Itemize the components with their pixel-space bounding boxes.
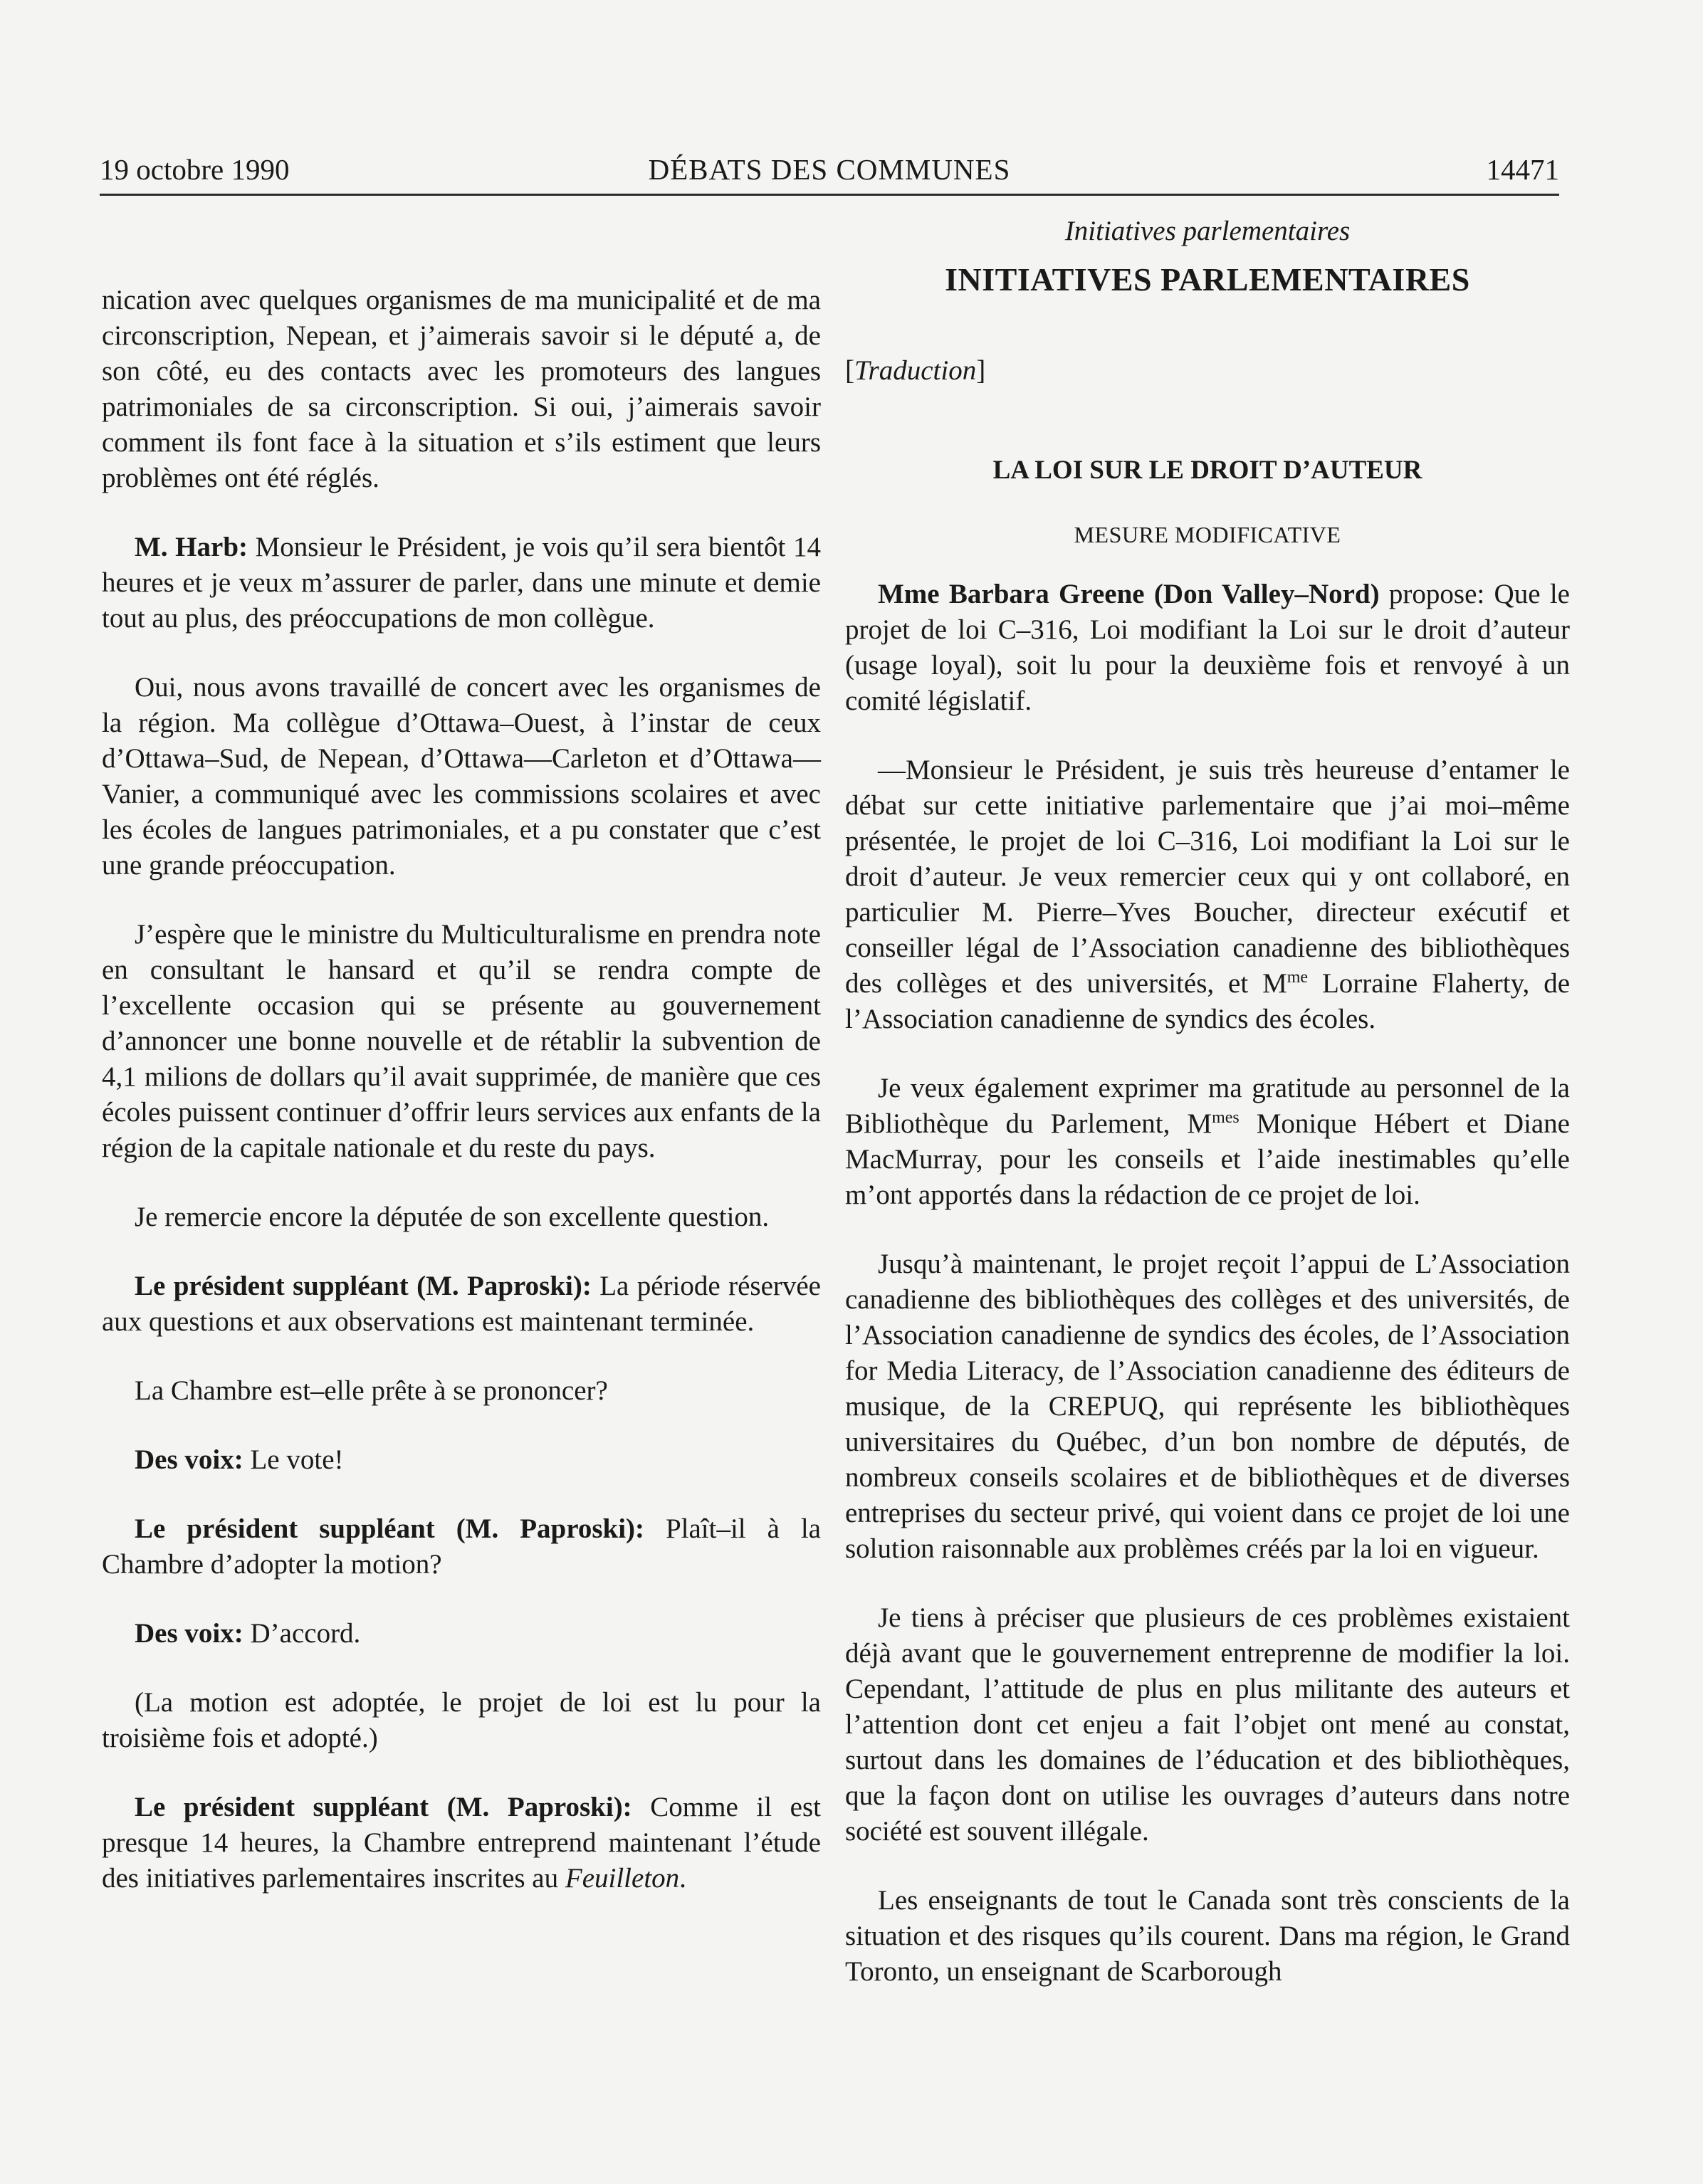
speech-text: Monsieur le Président, je vois qu’il sera bientôt 14 heures et je veux m’assurer de parler, dans une minute et demie tout au plus, des préoccupations de mon collègue. (102, 532, 821, 634)
paragraph: Je remercie encore la députée de son excellente question. (135, 1202, 770, 1232)
page-header (100, 149, 1559, 196)
subsubhead: MESURE MODIFICATIVE (1074, 522, 1341, 547)
speech-text: Lorraine Flaherty, de l’Association canadienne de syndics des écoles. (845, 968, 1570, 1034)
speaker-name: Mme Barbara Greene (Don Valley–Nord) (878, 579, 1380, 609)
paragraph: nication avec quelques organismes de ma municipalité et de ma circonscription, Nepean, et j’aimerais savoir si le député a, de son côté, eu des contacts avec les promoteurs des langues patrimoniales de sa circonscription. Si oui, j’aimerais savoir comment ils font face à la situation et s’ils estiment que leurs problèmes ont été réglés. (102, 285, 821, 493)
speaker-name: Le président suppléant (M. Paproski): (135, 1792, 632, 1822)
paragraph (102, 1442, 821, 1478)
paragraph: Jusqu’à maintenant, le projet reçoit l’appui de L’Association canadienne des bibliothèques des collèges et des universités, de l’Association canadienne de syndics des écoles, de l’Association for Media Literacy, de l’Association canadienne des éditeurs de musique, de la CREPUQ, qui représente les bibliothèques universitaires du Québec, d’un bon nombre de députés, de nombreux conseils scolaires et de bibliothèques et de diverses entreprises du secteur privé, qui voient dans ce projet de loi une solution raisonnable aux problèmes créés par la loi en vigueur. (845, 1249, 1570, 1564)
section-title: INITIATIVES PARLEMENTAIRES (945, 261, 1470, 298)
speaker-name: Des voix: (135, 1444, 243, 1475)
speech-text: La période réservée aux questions et aux observations est maintenant terminée. (102, 1271, 821, 1337)
paragraph: Les enseignants de tout le Canada sont très conscients de la situation et des risques qu’ils courent. Dans ma région, le Grand Toronto, un enseignant de Scarborough (845, 1885, 1570, 1987)
paragraph (845, 1071, 1570, 1213)
header-page-number: 14471 (1486, 153, 1559, 186)
paragraph: La Chambre est–elle prête à se prononcer? (135, 1375, 608, 1406)
paragraph (845, 752, 1570, 1037)
header-title: DÉBATS DES COMMUNES (648, 153, 1011, 186)
speaker-name: Le président suppléant (M. Paproski): (135, 1271, 592, 1301)
speech-end: . (679, 1863, 686, 1894)
speech-text: —Monsieur le Président, je suis très heureuse d’entamer le débat sur cette initiative parlementaire que j’ai moi–même présentée, le projet de loi C–316, Loi modifiant la Loi sur le droit d’auteur. Je veux remercier ceux qui y ont collaboré, en particulier M. Pierre–Yves Boucher, directeur exécutif et conseiller légal de l’Association canadienne des bibliothèques des collèges et des universités, et M (845, 755, 1570, 999)
translation-note-text: Traduction (854, 355, 977, 386)
paragraph (102, 1790, 821, 1896)
paragraph: J’espère que le ministre du Multiculturalisme en prendra note en consultant le hansard et qu’il se rendra compte de l’excellente occasion qui se présente au gouvernement d’annoncer une bonne nouvelle et de rétablir la subvention de 4,1 milions de dollars qu’il avait supprimée, de manière que ces écoles puissent continuer d’offrir leurs services aux enfants de la région de la capitale nationale et du reste du pays. (102, 919, 821, 1163)
speaker-name: Des voix: (135, 1618, 243, 1649)
speech-text: Comme il est presque 14 heures, la Chambre entreprend maintenant l’étude des initiatives parlementaires inscrites au (102, 1792, 821, 1894)
paragraph (102, 530, 821, 636)
paragraph: Je tiens à préciser que plusieurs de ces problèmes existaient déjà avant que le gouvernement entreprenne de modifier la loi. Cependant, l’attitude de plus en plus militante des auteurs et l’attention dont cet enjeu a fait l’objet ont mené au constat, surtout dans les domaines de l’éducation et des bibliothèques, que la façon dont on utilise les ouvrages d’auteurs dans notre société est souvent illégale. (845, 1602, 1570, 1847)
paragraph (102, 1269, 821, 1340)
speaker-name: Le président suppléant (M. Paproski): (135, 1513, 645, 1544)
speech-text: propose: Que le projet de loi C–316, Loi modifiant la Loi sur le droit d’auteur (usage loyal), soit lu pour la deuxième fois et renvoyé à un comité législatif. (845, 579, 1570, 716)
paragraph (102, 1616, 821, 1652)
rubric: Initiatives parlementaires (1064, 216, 1351, 246)
superscript: mes (1212, 1108, 1240, 1127)
speech-text: Monique Hébert et Diane MacMurray, pour les conseils et l’aide inestimables qu’elle m’ont apportés dans la rédaction de ce projet de loi. (845, 1108, 1570, 1210)
subhead: LA LOI SUR LE DROIT D’AUTEUR (992, 456, 1422, 485)
paragraph (102, 1511, 821, 1582)
speech-text: Le vote! (243, 1444, 344, 1475)
paragraph: Oui, nous avons travaillé de concert avec les organismes de la région. Ma collègue d’Ottawa–Ouest, à l’instar de ceux d’Ottawa–Sud, de Nepean, d’Ottawa—Carleton et d’Ottawa—Vanier, a communiqué avec les commissions scolaires et avec les écoles de langues patrimoniales, et a pu constater que c’est une grande préoccupation. (102, 672, 821, 881)
speech-text: Plaît–il à la Chambre d’adopter la motion? (102, 1513, 821, 1580)
speaker-name: M. Harb: (135, 532, 248, 562)
right-column (845, 214, 1570, 2023)
speech-text: D’accord. (243, 1618, 361, 1649)
feuilleton-italic: Feuilleton (565, 1863, 680, 1894)
paragraph (845, 577, 1570, 719)
superscript: me (1287, 968, 1309, 987)
paragraph: (La motion est adoptée, le projet de loi est lu pour la troisième fois et adopté.) (102, 1687, 821, 1753)
speech-text: Je veux également exprimer ma gratitude au personnel de la Bibliothèque du Parlement, M (845, 1073, 1570, 1139)
header-date: 19 octobre 1990 (100, 153, 290, 186)
translation-note: [Traduction] (845, 355, 986, 386)
left-column (102, 214, 821, 1930)
